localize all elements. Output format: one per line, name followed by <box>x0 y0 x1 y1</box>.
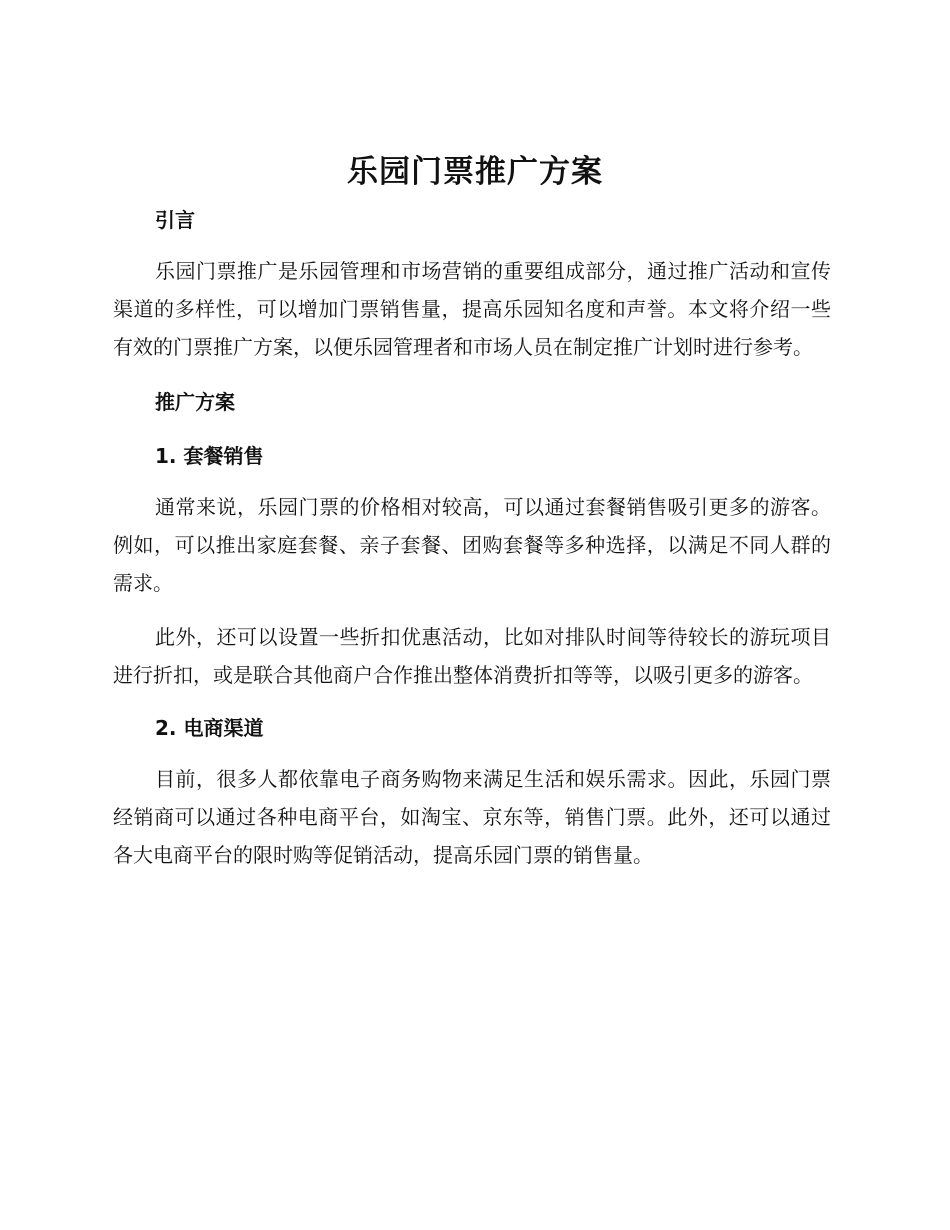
section2-heading: 2. 电商渠道 <box>155 716 264 740</box>
section2-paragraph-1: 目前，很多人都依靠电子商务购物来满足生活和娱乐需求。因此，乐园门票经销商可以通过各种电商平台，如淘宝、京东等，销售门票。此外，还可以通过各大电商平台的限时购等促销活动，提高乐园门票的销售量。 <box>113 767 831 867</box>
intro-heading: 引言 <box>155 208 195 232</box>
plan-heading: 推广方案 <box>155 390 235 414</box>
section1-paragraph-1: 通常来说，乐园门票的价格相对较高，可以通过套餐销售吸引更多的游客。例如，可以推出家庭套餐、亲子套餐、团购套餐等多种选择，以满足不同人群的需求。 <box>113 495 831 595</box>
intro-paragraph: 乐园门票推广是乐园管理和市场营销的重要组成部分，通过推广活动和宣传渠道的多样性，可以增加门票销售量，提高乐园知名度和声誉。本文将介绍一些有效的门票推广方案，以便乐园管理者和市场人员在制定推广计划时进行参考。 <box>113 259 831 359</box>
document-title: 乐园门票推广方案 <box>347 154 603 190</box>
section1-heading: 1. 套餐销售 <box>155 444 264 468</box>
document-body <box>113 200 831 874</box>
section1-paragraph-2: 此外，还可以设置一些折扣优惠活动，比如对排队时间等待较长的游玩项目进行折扣，或是联合其他商户合作推出整体消费折扣等等，以吸引更多的游客。 <box>113 625 831 687</box>
